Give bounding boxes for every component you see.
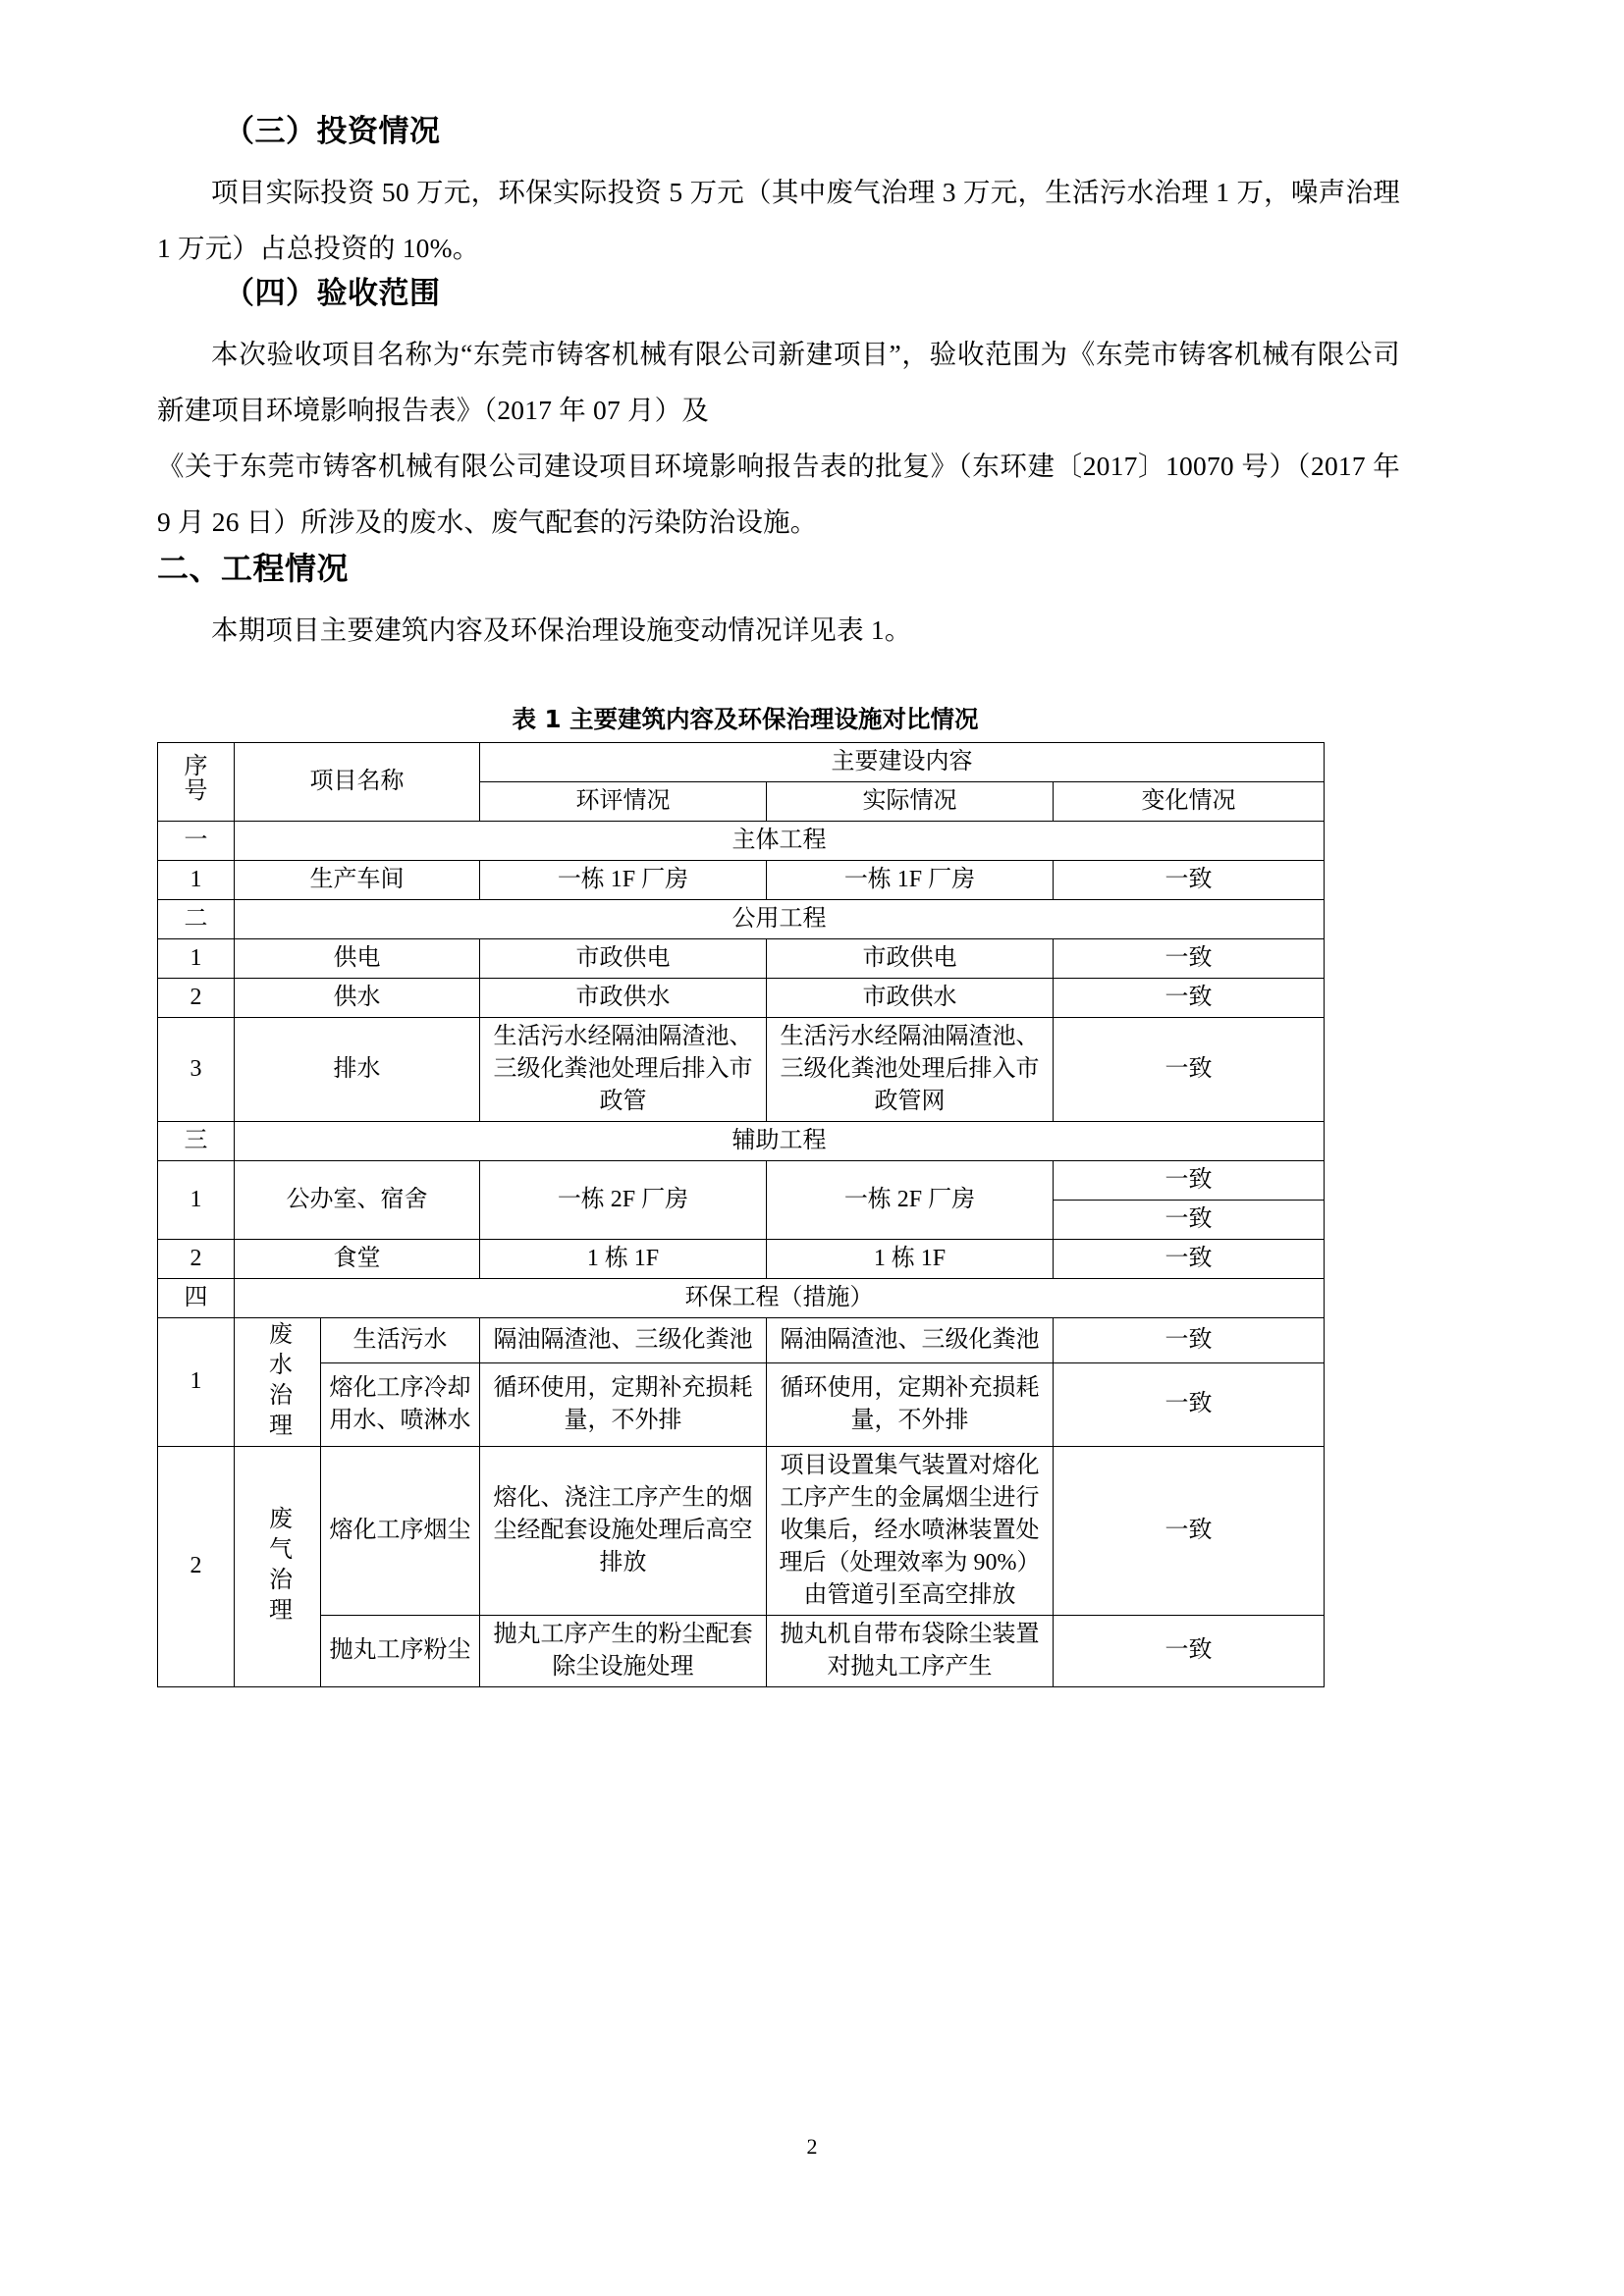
- row-eia: 市政供水: [480, 978, 767, 1017]
- row-sub: 抛丸工序粉尘: [321, 1615, 480, 1686]
- header-project-name: 项目名称: [235, 742, 480, 821]
- table-row: [158, 1317, 1325, 1362]
- group-index: 三: [158, 1121, 235, 1160]
- row-actual: 循环使用，定期补充损耗量，不外排: [767, 1363, 1054, 1447]
- table-row: [158, 1017, 1325, 1121]
- table-header-row-1: [158, 742, 1325, 781]
- row-actual: 生活污水经隔油隔渣池、三级化粪池处理后排入市政管网: [767, 1017, 1054, 1121]
- row-no: 1: [158, 1317, 235, 1446]
- row-change: 一致: [1054, 860, 1325, 899]
- row-actual: 隔油隔渣池、三级化粪池: [767, 1317, 1054, 1362]
- table-row: [158, 1160, 1325, 1200]
- row-change: 一致: [1054, 1317, 1325, 1362]
- table-row: [158, 1446, 1325, 1615]
- row-eia: 隔油隔渣池、三级化粪池: [480, 1317, 767, 1362]
- group-title: 辅助工程: [235, 1121, 1325, 1160]
- table-row: [158, 860, 1325, 899]
- table-row: [158, 978, 1325, 1017]
- table-row: [158, 938, 1325, 978]
- table-group-row: [158, 821, 1325, 860]
- header-change-situation: 变化情况: [1054, 781, 1325, 821]
- row-eia: 生活污水经隔油隔渣池、三级化粪池处理后排入市政管: [480, 1017, 767, 1121]
- group-title: 主体工程: [235, 821, 1325, 860]
- row-sub: 熔化工序冷却用水、喷淋水: [321, 1363, 480, 1447]
- table-row: [158, 1363, 1325, 1447]
- row-no: 1: [158, 1160, 235, 1239]
- table-group-row: [158, 899, 1325, 938]
- row-no: 3: [158, 1017, 235, 1121]
- table-group-row: [158, 1278, 1325, 1317]
- group-index: 一: [158, 821, 235, 860]
- row-eia: 一栋 1F 厂房: [480, 860, 767, 899]
- document-content: [157, 114, 1400, 1687]
- header-actual-situation: 实际情况: [767, 781, 1054, 821]
- table-group-row: [158, 1121, 1325, 1160]
- row-change: 一致: [1054, 978, 1325, 1017]
- row-actual: 市政供水: [767, 978, 1054, 1017]
- row-actual: 1 栋 1F: [767, 1239, 1054, 1278]
- row-actual: 市政供电: [767, 938, 1054, 978]
- header-seq: 序号: [158, 742, 235, 821]
- row-actual: 一栋 2F 厂房: [767, 1160, 1054, 1239]
- row-no: 2: [158, 978, 235, 1017]
- row-name: 公办室、宿舍: [235, 1160, 480, 1239]
- row-actual: 抛丸机自带布袋除尘装置对抛丸工序产生: [767, 1615, 1054, 1686]
- group-index: 四: [158, 1278, 235, 1317]
- row-change: 一致: [1054, 1160, 1325, 1200]
- row-category: 废气治理: [235, 1446, 321, 1686]
- row-change: 一致: [1054, 938, 1325, 978]
- row-change-alt: 一致: [1054, 1200, 1325, 1239]
- row-name: 生产车间: [235, 860, 480, 899]
- group-title: 环保工程（措施）: [235, 1278, 1325, 1317]
- row-eia: 市政供电: [480, 938, 767, 978]
- row-eia: 循环使用，定期补充损耗量，不外排: [480, 1363, 767, 1447]
- row-actual: 一栋 1F 厂房: [767, 860, 1054, 899]
- row-sub: 熔化工序烟尘: [321, 1446, 480, 1615]
- paragraph-engineering: 本期项目主要建筑内容及环保治理设施变动情况详见表 1。: [211, 614, 912, 645]
- row-no: 1: [158, 938, 235, 978]
- paragraph-scope-1: 本次验收项目名称为“东莞市铸客机械有限公司新建项目”，验收范围为《东莞市铸客机械有限公司新建项目环境影响报告表》（2017 年 07 月）及: [157, 339, 1400, 426]
- table-caption: 表 1 主要建筑内容及环保治理设施对比情况: [512, 704, 979, 733]
- group-index: 二: [158, 899, 235, 938]
- row-name: 供水: [235, 978, 480, 1017]
- row-change: 一致: [1054, 1239, 1325, 1278]
- row-no: 2: [158, 1446, 235, 1686]
- paragraph-investment: 项目实际投资 50 万元，环保实际投资 5 万元（其中废气治理 3 万元，生活污水治理 1 万，噪声治理 1 万元）占总投资的 10%。: [157, 177, 1400, 264]
- row-name: 供电: [235, 938, 480, 978]
- row-eia: 1 栋 1F: [480, 1239, 767, 1278]
- header-eia-situation: 环评情况: [480, 781, 767, 821]
- row-eia: 抛丸工序产生的粉尘配套除尘设施处理: [480, 1615, 767, 1686]
- row-change: 一致: [1054, 1446, 1325, 1615]
- row-name: 食堂: [235, 1239, 480, 1278]
- header-main-content: 主要建设内容: [480, 742, 1325, 781]
- row-category: 废水治理: [235, 1317, 321, 1446]
- row-no: 2: [158, 1239, 235, 1278]
- row-eia: 一栋 2F 厂房: [480, 1160, 767, 1239]
- row-sub: 生活污水: [321, 1317, 480, 1362]
- page-number: 2: [806, 2134, 818, 2159]
- row-change: 一致: [1054, 1017, 1325, 1121]
- row-actual: 项目设置集气装置对熔化工序产生的金属烟尘进行收集后，经水喷淋装置处理后（处理效率为 90%）由管道引至高空排放: [767, 1446, 1054, 1615]
- paragraph-scope-2: 《关于东莞市铸客机械有限公司建设项目环境影响报告表的批复》（东环建〔2017〕10070 号）（2017 年 9 月 26 日）所涉及的废水、废气配套的污染防治设施。: [157, 451, 1400, 538]
- construction-comparison-table: [157, 742, 1325, 1687]
- table-row: [158, 1615, 1325, 1686]
- row-no: 1: [158, 860, 235, 899]
- row-name: 排水: [235, 1017, 480, 1121]
- group-title: 公用工程: [235, 899, 1325, 938]
- row-change: 一致: [1054, 1363, 1325, 1447]
- row-change: 一致: [1054, 1615, 1325, 1686]
- heading-engineering: 二、工程情况: [157, 550, 350, 588]
- table-row: [158, 1239, 1325, 1278]
- row-eia: 熔化、浇注工序产生的烟尘经配套设施处理后高空排放: [480, 1446, 767, 1615]
- heading-investment: （三）投资情况: [224, 114, 441, 149]
- heading-scope: （四）验收范围: [224, 276, 441, 312]
